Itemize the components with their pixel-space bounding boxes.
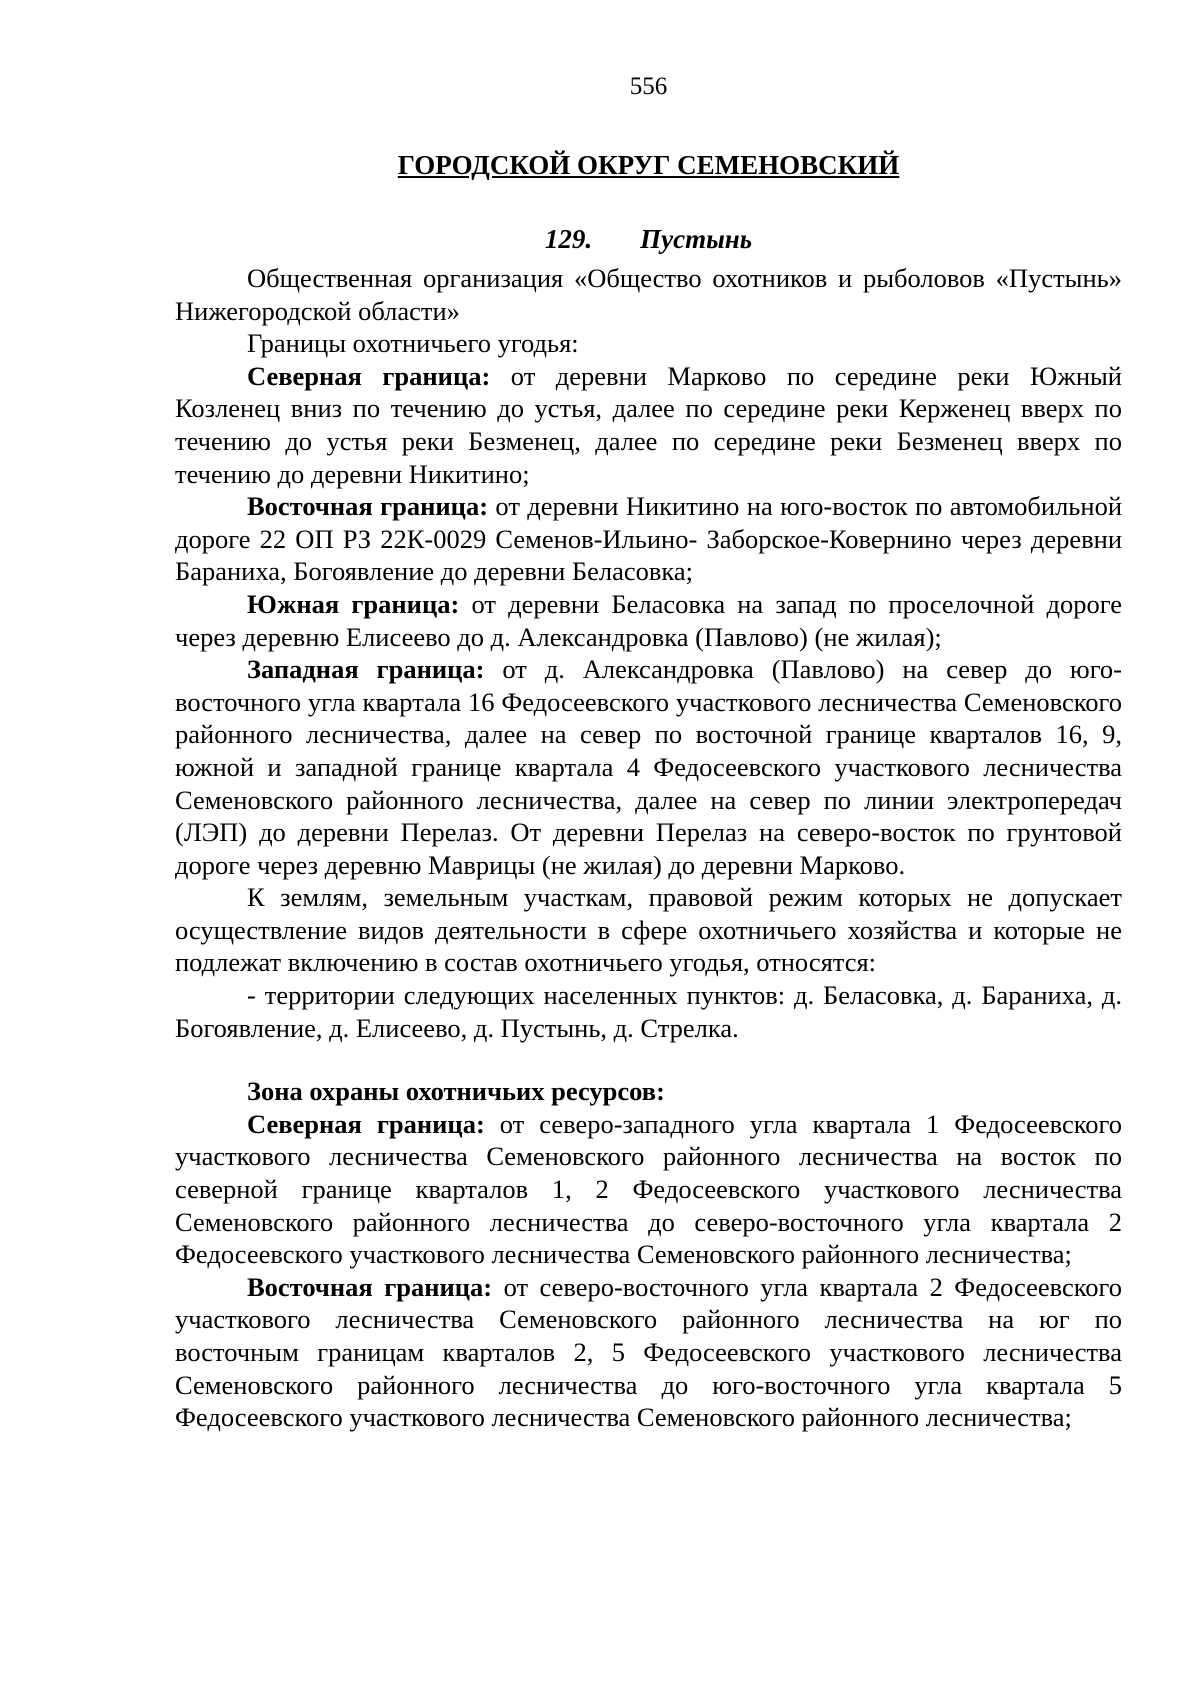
south-boundary-text: от деревни Беласовка на запад по проселочной дороге через деревню Елисеево до д. Александровка (Павлово) (не жилая); — [175, 588, 1122, 652]
document-body — [175, 262, 1122, 1434]
protection-zone-title — [175, 1075, 1122, 1108]
excluded-lands-paragraph: К землям, земельным участкам, правовой режим которых не допускает осуществление видов деятельности в сфере охотничьего хозяйства и которые не подлежат включению в состав охотничьего угодья, относятся: — [175, 882, 1122, 978]
west-boundary-paragraph — [175, 653, 1122, 881]
section-heading — [175, 222, 1122, 256]
boundaries-intro: Границы охотничьего угодья: — [247, 328, 579, 359]
protection-north-paragraph — [175, 1108, 1122, 1271]
protection-east-text: от северо-восточного угла квартала 2 Федосеевского участкового лесничества Семеновского районного лесничества на юг по восточным границам кварталов 2, 5 Федосеевского участкового лесничества Семеновского районного лесничества до юго-восточного угла квартала 5 Федосеевского участкового лесничества Семеновского районного лесничества; — [175, 1271, 1122, 1433]
south-boundary-label: Южная граница: — [247, 588, 460, 619]
protection-east-label: Восточная граница: — [247, 1271, 493, 1302]
protection-north-text: от северо-западного угла квартала 1 Федосеевского участкового лесничества Семеновского районного лесничества на восток по северной границе кварталов 1, 2 Федосеевского участкового лесничества Семеновского районного лесничества до северо-восточного угла квартала 2 Федосеевского участкового лесничества Семеновского районного лесничества; — [175, 1108, 1122, 1270]
protection-zone-title-text: Зона охраны охотничьих ресурсов: — [247, 1076, 665, 1107]
east-boundary-text: от деревни Никитино на юго-восток по автомобильной дороге 22 ОП РЗ 22К-0029 Семенов-Ильино- Заборское-Ковернино через деревни Бараниха, Богоявление до деревни Беласовка; — [175, 491, 1123, 587]
north-boundary-paragraph — [175, 360, 1122, 490]
protection-east-paragraph — [175, 1271, 1122, 1434]
excluded-settlements-paragraph: - территории следующих населенных пунктов: д. Беласовка, д. Бараниха, д. Богоявление, д. Елисеево, д. Пустынь, д. Стрелка. — [175, 980, 1122, 1043]
west-boundary-label: Западная граница: — [247, 654, 485, 685]
organization-paragraph: Общественная организация «Общество охотников и рыболовов «Пустынь» Нижегородской области» — [175, 263, 1122, 326]
page-number: 556 — [629, 73, 668, 100]
section-name: Пустынь — [640, 224, 753, 254]
protection-north-label: Северная граница: — [247, 1108, 485, 1139]
north-boundary-text: от деревни Марково по середине реки Южный Козленец вниз по течению до устья, далее по середине реки Керженец вверх по течению до устья реки Безменец, далее по середине реки Безменец вверх по течению до деревни Никитино; — [175, 360, 1122, 489]
district-title: ГОРОДСКОЙ ОКРУГ СЕМЕНОВСКИЙ — [397, 150, 900, 180]
south-boundary-paragraph — [175, 588, 1122, 653]
east-boundary-paragraph — [175, 490, 1122, 588]
west-boundary-text: от д. Александровка (Павлово) на север до юго-восточного угла квартала 16 Федосеевского участкового лесничества Семеновского районного лесничества, далее на север по восточной границе кварталов 16, 9, южной и западной границе квартала 4 Федосеевского участкового лесничества Семеновского районного лесничества, далее на север по линии электропередач (ЛЭП) до деревни Перелаз. От деревни Перелаз на северо-восток по грунтовой дороге через деревню Маврицы (не жилая) до деревни Марково. — [175, 654, 1122, 880]
east-boundary-label: Восточная граница: — [247, 491, 489, 522]
north-boundary-label: Северная граница: — [247, 360, 491, 391]
section-number: 129. — [544, 224, 593, 254]
